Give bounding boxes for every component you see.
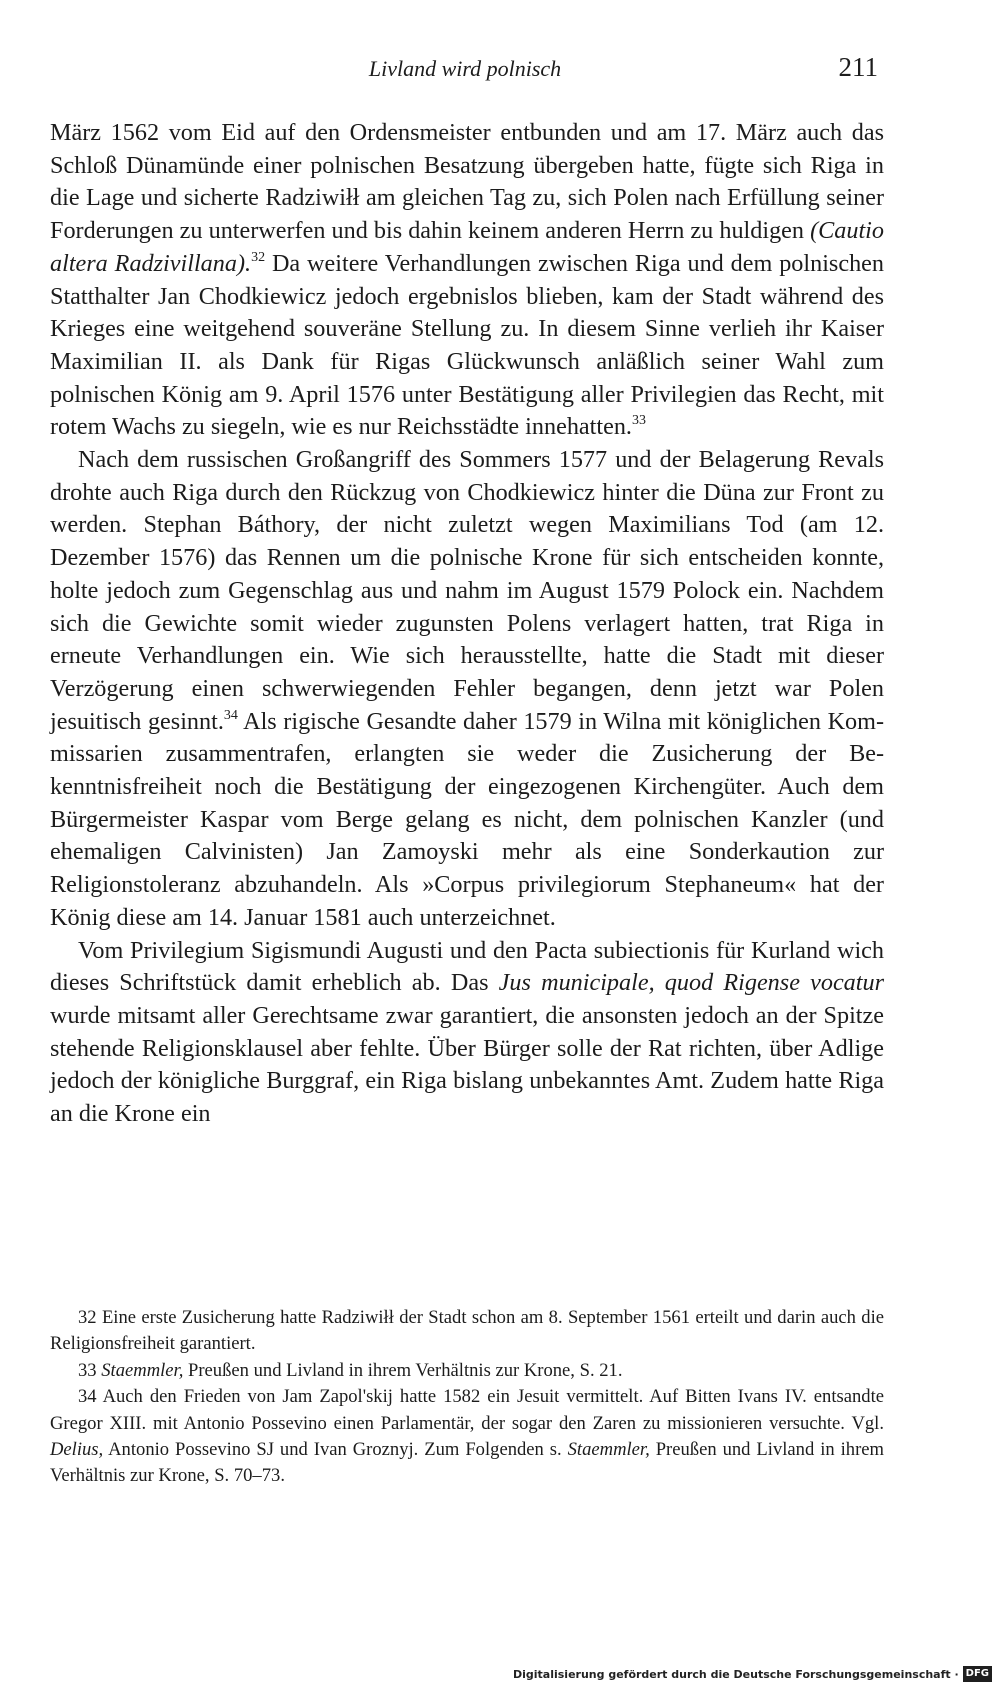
running-head — [50, 52, 880, 88]
footnote-34-author-1: Delius, — [50, 1439, 104, 1461]
footnote-ref-34: 34 — [223, 707, 238, 723]
footnote-33-number: 33 — [78, 1359, 102, 1381]
paragraph-2-text-a: Nach dem russischen Großangriff des Sommers 1577 und der Belagerung Revals drohte auch Riga durch den Rückzug von Chodkiewicz hinter die Düna zur Front zu werden. Stephan Báthory, der nicht zuletzt wegen Maximilians Tod (am 12. Dezember 1576) das Rennen um die polnische Krone für sich entscheiden konnte, holte jedoch zum Gegenschlag aus und nahm im August 1579 Polock ein. Nachdem sich die Gewichte somit wieder zugunsten Polens verlagert hatten, trat Riga in erneute Verhandlungen ein. Wie sich herausstellte, hatte die Stadt mit dieser Verzögerung einen schwerwiegenden Fehler begangen, denn jetzt war Polen jesuitisch gesinnt. — [50, 446, 884, 735]
footnote-ref-32: 32 — [251, 249, 266, 265]
paragraph-3-text-a: Vom Privilegium Sigismundi Augusti und den Pacta subiectionis für Kurland wich dieses Schriftstück damit erheblich ab. Das — [50, 936, 884, 997]
footnote-34 — [50, 1384, 884, 1490]
paragraph-3-italic: Jus municipale, quod Rigense vocatur — [498, 969, 884, 997]
footnote-34-author-2: Staemmler, — [567, 1439, 650, 1461]
paragraph-2 — [50, 444, 884, 935]
footnote-ref-33: 33 — [631, 413, 646, 429]
footnote-32: 32 Eine erste Zusicherung hatte Radziwiłł der Stadt schon am 8. September 1561 erteilt und darin auch die Religionsfreiheit garantiert. — [50, 1307, 884, 1355]
body-text — [50, 117, 884, 1131]
footnote-34-text-b: Antonio Possevino SJ und Ivan Groznyj. Zum Folgenden s. — [103, 1439, 568, 1461]
running-title: Livland wird polnisch — [368, 56, 562, 81]
footnote-33-author: Staemmler, — [101, 1359, 184, 1381]
paragraph-3 — [50, 935, 884, 1131]
paragraph-2-text-b: Als rigische Gesandte daher 1579 in Wilna mit königlichen Kommissarien zusammentrafen, erlangten sie weder die Zusicherung der Bekenntnisfreiheit noch die Bestätigung der eingezogenen Kirchengüter. Auch dem Bürgermeister Kaspar vom Berge gelang es nicht, dem polnischen Kanzler (und ehemaligen Calvinisten) Jan Zamoyski mehr als eine Sonderkaution zur Religionstoleranz abzuhandeln. Als »Corpus privilegiorum Stephaneum« hat der König diese am 14. Januar 1581 auch unterzeichnet. — [50, 707, 885, 931]
footnote-33 — [50, 1358, 884, 1384]
paragraph-1-text-b: Da weitere Verhandlungen zwischen Riga und dem polnischen Statthalter Jan Chodkiewicz jedoch ergebnislos blieben, kam der Stadt während des Krieges eine weitgehend souveräne Stellung zu. In diesem Sinne verlieh ihr Kaiser Maximilian II. als Dank für Rigas Glückwunsch anläßlich seiner Wahl zum polnischen König am 9. April 1576 unter Bestätigung aller Privilegien das Recht, mit rotem Wachs zu siegeln, wie es nur Reichsstädte innehatten. — [50, 249, 884, 441]
footnote-34-text-a: 34 Auch den Frieden von Jam Zapol'skij hatte 1582 ein Jesuit vermittelt. Auf Bitten Ivans IV. entsandte Gregor XIII. mit Antonio Possevino einen Parlamentär, der sogar den Zaren zu missionieren versuchte. Vgl. — [50, 1386, 884, 1434]
dfg-logo-icon: DFG — [963, 1666, 992, 1682]
page-number: 211 — [838, 52, 878, 82]
paragraph-1-italic: (Cautio altera Radzivillana). — [50, 217, 884, 277]
funding-notice: Digitalisierung gefördert durch die Deutsche Forschungsgemeinschaft · — [512, 1667, 959, 1681]
footnote-34-text-c: Preußen und Livland in ihrem Verhältnis zur Krone, S. 70–73. — [50, 1439, 884, 1487]
digitization-footer — [513, 1663, 992, 1685]
footnotes — [50, 1305, 884, 1490]
footnote-33-text: Preußen und Livland in ihrem Verhältnis zur Krone, S. 21. — [183, 1359, 623, 1381]
paragraph-3-text-b: wurde mitsamt aller Gerechtsame zwar garantiert, die ansonsten jedoch an der Spitze stehende Religionsklausel aber fehlte. Über Bürger solle der Rat richten, über Adlige jedoch der königliche Burggraf, ein Riga bislang unbekanntes Amt. Zudem hatte Riga an die Krone ein — [50, 1001, 884, 1128]
paragraph-1-text-a: März 1562 vom Eid auf den Ordensmeister entbunden und am 17. März auch das Schloß Dünamünde einer polnischen Besatzung übergeben hatte, fügte sich Riga in die Lage und sicherte Radziwiłł am gleichen Tag zu, sich Polen nach Erfüllung seiner Forderungen zu unterwerfen und bis dahin keinem anderen Herrn zu huldigen — [50, 119, 884, 245]
paragraph-1 — [50, 117, 884, 444]
